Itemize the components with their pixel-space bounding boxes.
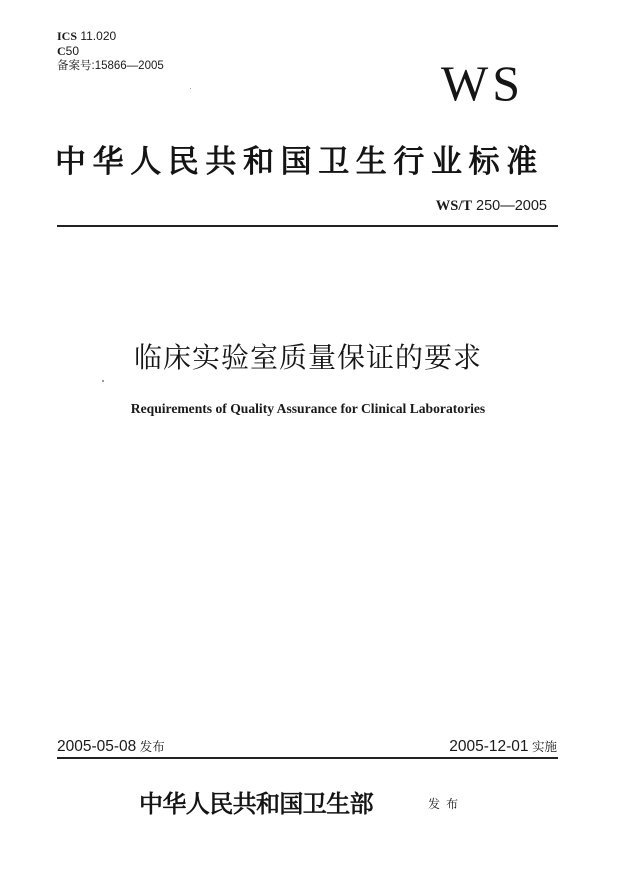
standard-number [436,197,547,215]
standard-prefix: WS/T [435,198,473,214]
top-divider [57,225,558,227]
implementation-date [449,738,557,756]
classification-code [57,44,79,59]
publisher-name: 中华人民共和国卫生部 [139,789,373,818]
implementation-date-label: 实施 [528,740,557,754]
document-title-en: Requirements of Quality Assurance for Clinical Laboratories [130,401,486,416]
industry-standard-title: 中华人民共和国卫生行业标准 [55,144,544,180]
issue-date-value: 2005-05-08 [57,738,137,755]
document-title-cn: 临床实验室质量保证的要求 [133,342,482,373]
publish-label: 发布 [428,797,465,811]
issue-date-label: 发布 [136,740,165,754]
ws-logo: WS [441,55,524,111]
classification-prefix: C [57,44,66,58]
record-number: 备案号:15866—2005 [57,60,164,72]
issue-date [57,738,165,756]
scan-speck [190,88,191,89]
bottom-divider [57,757,558,759]
standard-value: 250—2005 [472,198,547,214]
scan-speck [102,380,104,382]
implementation-date-value: 2005-12-01 [449,738,529,755]
ics-code [57,29,116,44]
ics-value: 11.020 [77,29,117,43]
ics-label: ICS [57,29,78,43]
classification-value: 50 [65,44,80,58]
